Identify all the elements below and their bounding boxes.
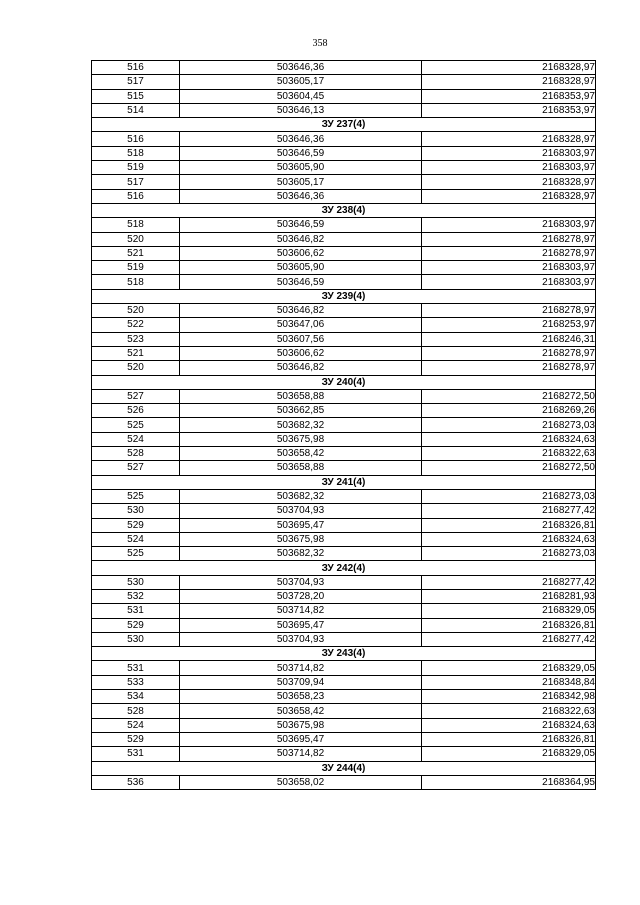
table-row <box>92 304 596 318</box>
section-title: ЗУ 244(4) <box>92 761 596 775</box>
point-number-cell: 517 <box>92 175 180 189</box>
y-coordinate-cell: 2168278,97 <box>422 346 596 360</box>
point-number-cell: 515 <box>92 89 180 103</box>
table-row <box>92 261 596 275</box>
point-number-cell: 536 <box>92 775 180 789</box>
y-coordinate-cell: 2168322,63 <box>422 447 596 461</box>
y-coordinate-cell: 2168273,03 <box>422 489 596 503</box>
table-row <box>92 389 596 403</box>
x-coordinate-cell: 503704,93 <box>180 504 422 518</box>
table-row <box>92 318 596 332</box>
table-row <box>92 89 596 103</box>
y-coordinate-cell: 2168272,50 <box>422 389 596 403</box>
section-title: ЗУ 238(4) <box>92 203 596 217</box>
y-coordinate-cell: 2168246,31 <box>422 332 596 346</box>
y-coordinate-cell: 2168364,95 <box>422 775 596 789</box>
x-coordinate-cell: 503682,32 <box>180 489 422 503</box>
table-row <box>92 246 596 260</box>
point-number-cell: 528 <box>92 447 180 461</box>
table-row <box>92 404 596 418</box>
y-coordinate-cell: 2168328,97 <box>422 75 596 89</box>
table-row <box>92 346 596 360</box>
x-coordinate-cell: 503605,17 <box>180 175 422 189</box>
x-coordinate-cell: 503658,88 <box>180 389 422 403</box>
x-coordinate-cell: 503714,82 <box>180 747 422 761</box>
coordinates-table-body <box>92 61 596 790</box>
x-coordinate-cell: 503704,93 <box>180 575 422 589</box>
x-coordinate-cell: 503646,36 <box>180 132 422 146</box>
point-number-cell: 531 <box>92 604 180 618</box>
point-number-cell: 524 <box>92 532 180 546</box>
x-coordinate-cell: 503709,94 <box>180 675 422 689</box>
y-coordinate-cell: 2168273,03 <box>422 418 596 432</box>
table-row <box>92 447 596 461</box>
y-coordinate-cell: 2168303,97 <box>422 218 596 232</box>
y-coordinate-cell: 2168353,97 <box>422 103 596 117</box>
y-coordinate-cell: 2168303,97 <box>422 261 596 275</box>
y-coordinate-cell: 2168278,97 <box>422 304 596 318</box>
y-coordinate-cell: 2168353,97 <box>422 89 596 103</box>
section-header-row <box>92 203 596 217</box>
y-coordinate-cell: 2168277,42 <box>422 575 596 589</box>
y-coordinate-cell: 2168303,97 <box>422 161 596 175</box>
table-row <box>92 547 596 561</box>
table-row <box>92 161 596 175</box>
table-row <box>92 618 596 632</box>
x-coordinate-cell: 503646,59 <box>180 146 422 160</box>
y-coordinate-cell: 2168348,84 <box>422 675 596 689</box>
x-coordinate-cell: 503606,62 <box>180 246 422 260</box>
point-number-cell: 516 <box>92 189 180 203</box>
x-coordinate-cell: 503646,82 <box>180 304 422 318</box>
point-number-cell: 525 <box>92 489 180 503</box>
section-header-row <box>92 475 596 489</box>
table-row <box>92 504 596 518</box>
y-coordinate-cell: 2168277,42 <box>422 632 596 646</box>
table-row <box>92 604 596 618</box>
x-coordinate-cell: 503675,98 <box>180 432 422 446</box>
point-number-cell: 521 <box>92 346 180 360</box>
x-coordinate-cell: 503646,13 <box>180 103 422 117</box>
section-header-row <box>92 118 596 132</box>
y-coordinate-cell: 2168278,97 <box>422 232 596 246</box>
point-number-cell: 534 <box>92 690 180 704</box>
x-coordinate-cell: 503606,62 <box>180 346 422 360</box>
y-coordinate-cell: 2168328,97 <box>422 132 596 146</box>
y-coordinate-cell: 2168329,05 <box>422 604 596 618</box>
x-coordinate-cell: 503647,06 <box>180 318 422 332</box>
y-coordinate-cell: 2168269,26 <box>422 404 596 418</box>
x-coordinate-cell: 503646,82 <box>180 232 422 246</box>
table-row <box>92 432 596 446</box>
y-coordinate-cell: 2168322,63 <box>422 704 596 718</box>
x-coordinate-cell: 503658,42 <box>180 704 422 718</box>
y-coordinate-cell: 2168329,05 <box>422 747 596 761</box>
x-coordinate-cell: 503658,02 <box>180 775 422 789</box>
point-number-cell: 520 <box>92 232 180 246</box>
x-coordinate-cell: 503605,90 <box>180 261 422 275</box>
point-number-cell: 529 <box>92 618 180 632</box>
table-row <box>92 589 596 603</box>
section-title: ЗУ 237(4) <box>92 118 596 132</box>
section-header-row <box>92 289 596 303</box>
point-number-cell: 520 <box>92 304 180 318</box>
table-row <box>92 61 596 75</box>
point-number-cell: 517 <box>92 75 180 89</box>
point-number-cell: 529 <box>92 732 180 746</box>
y-coordinate-cell: 2168273,03 <box>422 547 596 561</box>
table-row <box>92 232 596 246</box>
y-coordinate-cell: 2168328,97 <box>422 175 596 189</box>
table-row <box>92 704 596 718</box>
section-title: ЗУ 241(4) <box>92 475 596 489</box>
x-coordinate-cell: 503646,36 <box>180 189 422 203</box>
point-number-cell: 527 <box>92 461 180 475</box>
section-header-row <box>92 561 596 575</box>
x-coordinate-cell: 503604,45 <box>180 89 422 103</box>
point-number-cell: 526 <box>92 404 180 418</box>
x-coordinate-cell: 503646,82 <box>180 361 422 375</box>
y-coordinate-cell: 2168278,97 <box>422 361 596 375</box>
table-row <box>92 489 596 503</box>
x-coordinate-cell: 503682,32 <box>180 547 422 561</box>
section-title: ЗУ 240(4) <box>92 375 596 389</box>
section-title: ЗУ 243(4) <box>92 647 596 661</box>
y-coordinate-cell: 2168328,97 <box>422 189 596 203</box>
table-row <box>92 75 596 89</box>
y-coordinate-cell: 2168324,63 <box>422 718 596 732</box>
point-number-cell: 532 <box>92 589 180 603</box>
table-row <box>92 775 596 789</box>
y-coordinate-cell: 2168272,50 <box>422 461 596 475</box>
table-row <box>92 418 596 432</box>
x-coordinate-cell: 503695,47 <box>180 732 422 746</box>
point-number-cell: 518 <box>92 275 180 289</box>
y-coordinate-cell: 2168278,97 <box>422 246 596 260</box>
point-number-cell: 518 <box>92 146 180 160</box>
table-row <box>92 747 596 761</box>
table-row <box>92 189 596 203</box>
table-row <box>92 575 596 589</box>
point-number-cell: 524 <box>92 432 180 446</box>
y-coordinate-cell: 2168328,97 <box>422 61 596 75</box>
y-coordinate-cell: 2168324,63 <box>422 432 596 446</box>
x-coordinate-cell: 503658,23 <box>180 690 422 704</box>
point-number-cell: 519 <box>92 161 180 175</box>
point-number-cell: 524 <box>92 718 180 732</box>
x-coordinate-cell: 503658,88 <box>180 461 422 475</box>
y-coordinate-cell: 2168303,97 <box>422 146 596 160</box>
x-coordinate-cell: 503607,56 <box>180 332 422 346</box>
x-coordinate-cell: 503662,85 <box>180 404 422 418</box>
point-number-cell: 531 <box>92 747 180 761</box>
y-coordinate-cell: 2168326,81 <box>422 618 596 632</box>
point-number-cell: 530 <box>92 575 180 589</box>
table-row <box>92 132 596 146</box>
section-title: ЗУ 239(4) <box>92 289 596 303</box>
y-coordinate-cell: 2168342,98 <box>422 690 596 704</box>
table-row <box>92 461 596 475</box>
table-row <box>92 332 596 346</box>
point-number-cell: 521 <box>92 246 180 260</box>
point-number-cell: 516 <box>92 61 180 75</box>
x-coordinate-cell: 503695,47 <box>180 618 422 632</box>
x-coordinate-cell: 503682,32 <box>180 418 422 432</box>
table-row <box>92 661 596 675</box>
section-header-row <box>92 647 596 661</box>
y-coordinate-cell: 2168326,81 <box>422 732 596 746</box>
table-row <box>92 361 596 375</box>
table-row <box>92 518 596 532</box>
point-number-cell: 533 <box>92 675 180 689</box>
table-row <box>92 532 596 546</box>
point-number-cell: 525 <box>92 547 180 561</box>
x-coordinate-cell: 503714,82 <box>180 661 422 675</box>
section-header-row <box>92 761 596 775</box>
point-number-cell: 522 <box>92 318 180 332</box>
table-row <box>92 690 596 704</box>
y-coordinate-cell: 2168281,93 <box>422 589 596 603</box>
point-number-cell: 530 <box>92 632 180 646</box>
x-coordinate-cell: 503728,20 <box>180 589 422 603</box>
point-number-cell: 519 <box>92 261 180 275</box>
point-number-cell: 520 <box>92 361 180 375</box>
x-coordinate-cell: 503605,90 <box>180 161 422 175</box>
point-number-cell: 530 <box>92 504 180 518</box>
x-coordinate-cell: 503695,47 <box>180 518 422 532</box>
point-number-cell: 531 <box>92 661 180 675</box>
x-coordinate-cell: 503646,36 <box>180 61 422 75</box>
x-coordinate-cell: 503646,59 <box>180 218 422 232</box>
table-row <box>92 675 596 689</box>
point-number-cell: 518 <box>92 218 180 232</box>
point-number-cell: 529 <box>92 518 180 532</box>
x-coordinate-cell: 503704,93 <box>180 632 422 646</box>
point-number-cell: 528 <box>92 704 180 718</box>
y-coordinate-cell: 2168303,97 <box>422 275 596 289</box>
y-coordinate-cell: 2168329,05 <box>422 661 596 675</box>
section-title: ЗУ 242(4) <box>92 561 596 575</box>
x-coordinate-cell: 503675,98 <box>180 532 422 546</box>
point-number-cell: 514 <box>92 103 180 117</box>
y-coordinate-cell: 2168253,97 <box>422 318 596 332</box>
point-number-cell: 516 <box>92 132 180 146</box>
table-row <box>92 146 596 160</box>
point-number-cell: 527 <box>92 389 180 403</box>
x-coordinate-cell: 503714,82 <box>180 604 422 618</box>
page-number: 358 <box>312 38 328 49</box>
x-coordinate-cell: 503658,42 <box>180 447 422 461</box>
section-header-row <box>92 375 596 389</box>
table-row <box>92 732 596 746</box>
x-coordinate-cell: 503646,59 <box>180 275 422 289</box>
point-number-cell: 525 <box>92 418 180 432</box>
y-coordinate-cell: 2168324,63 <box>422 532 596 546</box>
table-row <box>92 218 596 232</box>
table-row <box>92 103 596 117</box>
table-row <box>92 632 596 646</box>
table-row <box>92 718 596 732</box>
y-coordinate-cell: 2168277,42 <box>422 504 596 518</box>
coordinates-table <box>91 60 596 790</box>
x-coordinate-cell: 503605,17 <box>180 75 422 89</box>
table-row <box>92 275 596 289</box>
y-coordinate-cell: 2168326,81 <box>422 518 596 532</box>
point-number-cell: 523 <box>92 332 180 346</box>
x-coordinate-cell: 503675,98 <box>180 718 422 732</box>
table-row <box>92 175 596 189</box>
